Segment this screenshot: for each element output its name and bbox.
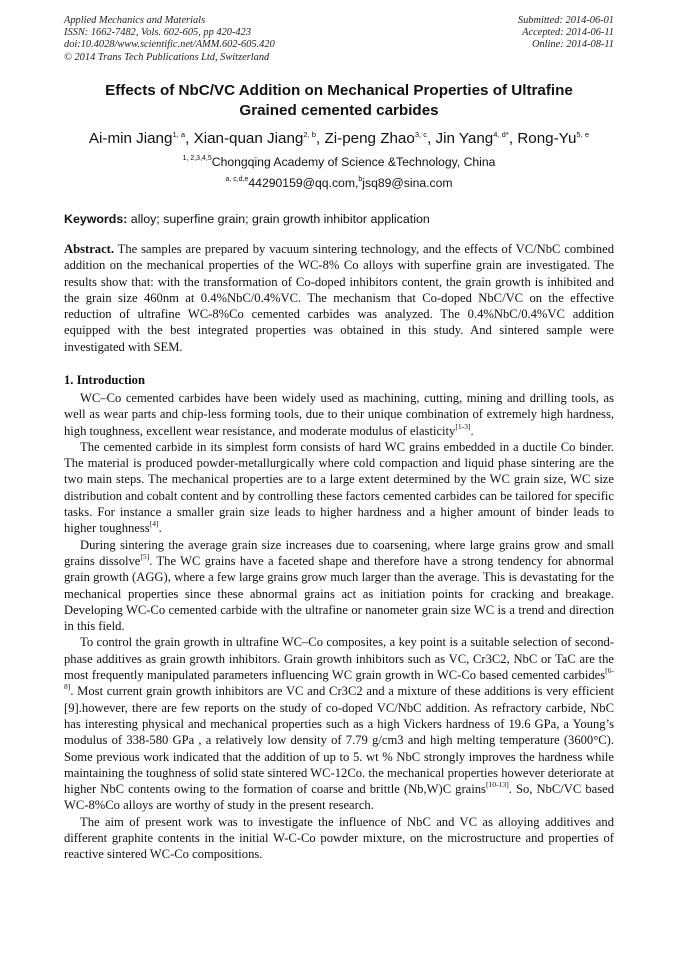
author-name: Rong-Yu: [517, 130, 577, 147]
author-separator: ,: [508, 130, 518, 147]
email-mark: a, c,d,e: [225, 176, 249, 183]
author-affiliation-mark: 4, d*: [493, 130, 509, 139]
affiliation: [64, 155, 614, 170]
citation: [4]: [149, 519, 159, 529]
paper-title-line-1: Effects of NbC/VC Addition on Mechanical Properties of Ultrafine: [105, 82, 573, 99]
paragraph-text: . The WC grains have a faceted shape and therefore have a strong tendency for abnormal grain growth (AGG), where a few large grains grow much larger than the average. This is devastating for the mechanical properties since these abnormal grains act as initiation points for cracking and breakage. Developing WC-Co cemented carbide with the ultrafine or nanometer grain size WC is a trend and direction in this field.: [64, 553, 614, 634]
accepted-date: Accepted: 2014-06-11: [522, 27, 614, 39]
email-address: jsq89@sina.com: [362, 176, 453, 190]
author-separator: ,: [316, 130, 325, 147]
citation: [1-3]: [455, 421, 471, 431]
paper-title: [64, 81, 614, 121]
keywords-label: Keywords:: [64, 212, 128, 226]
paragraph-text: WC–Co cemented carbides have been widely used as machining, cutting, mining and drilling tools, as well as wear parts and chip-less forming tools, due to their unique combination of extremely high hardness, high toughness, excellent wear resistance, and moderate modulus of elasticity: [64, 391, 614, 438]
abstract-label: Abstract.: [64, 242, 115, 256]
paragraph: [64, 634, 614, 813]
submission-dates: [518, 15, 614, 52]
abstract: [64, 241, 614, 355]
paragraph-text: . So, NbC/VC based WC-8%Co alloys are worthy of study in the present research.: [64, 782, 614, 813]
email-mark: b: [358, 176, 363, 183]
section-heading: 1. Introduction: [64, 373, 145, 387]
author-affiliation-mark: 1, a: [172, 130, 186, 139]
author-list: [40, 130, 638, 148]
citation: [6-8]: [64, 666, 614, 692]
citation: [5]: [140, 551, 150, 561]
paragraph: [64, 537, 614, 635]
author-separator: ,: [427, 130, 436, 147]
paragraph: [64, 814, 614, 863]
journal-info: [64, 15, 275, 64]
author-affiliation-mark: 3, c: [414, 130, 428, 139]
paragraph-text: During sintering the average grain size increases due to coarsening, where large grains grow and small grains dissolve: [64, 537, 614, 568]
keywords: [64, 212, 624, 227]
submitted-date: Submitted: 2014-06-01: [517, 15, 614, 26]
author-emails: [64, 176, 614, 191]
author-separator: ,: [185, 130, 194, 147]
journal-copyright: © 2014 Trans Tech Publications Ltd, Switzerland: [64, 51, 270, 63]
citation: [10-13]: [485, 780, 509, 790]
paragraph-text: .: [158, 521, 162, 536]
email-address: 44290159@qq.com,: [248, 176, 359, 190]
affiliation-text: Chongqing Academy of Science &Technology, China: [211, 155, 496, 169]
paragraph: [64, 439, 614, 537]
author-affiliation-mark: 5, e: [576, 130, 590, 139]
journal-issn: ISSN: 1662-7482, Vols. 602-605, pp 420-423: [64, 27, 252, 39]
paragraph-text: . Most current grain growth inhibitors are VC and Cr3C2 and a mixture of these additions is very efficient [9].however, there are few reports on the study of co-doped VC/NbC addition. As refractory carbide, NbC has interesting physical and mechanical properties such as a high Vickers hardness of 19.6 GPa, a Young’s modulus of 338-580 GPa , a relatively low density of 7.79 g/cm3 and high melting temperature (3600°C). Some previous work indicated that the addition of up to 5. wt % NbC strongly improves the hardness while maintaining the toughness of solid state sintered WC-12Co. the mechanical properties however deteriorate at higher NbC contents owing to the formation of coarse and brittle (Nb,W)C grains: [64, 684, 614, 797]
paragraph-text: .: [470, 423, 474, 438]
author-name: Zi-peng Zhao: [324, 130, 415, 147]
paragraph-text: The aim of present work was to investigate the influence of NbC and VC as alloying additives and different graphite contents in the initial W-C-Co powder mixture, on the microstructure and properties of reactive sintered WC-Co compositions.: [64, 814, 614, 862]
journal-name: Applied Mechanics and Materials: [64, 15, 206, 26]
abstract-text: The samples are prepared by vacuum sintering technology, and the effects of VC/NbC combined addition on the mechanical properties of the WC-8% Co alloys with superfine grain are investigated. The results show that: with the transformation of Co-doped inhibitors content, the grain growth is inhibited and the grain size 460nm at 0.4%NbC/0.4%VC. The mechanism that Co-doped NbC/VC on the effective reduction of ultrafine WC-8%Co cemented carbides was analyzed. The 0.4%NbC/0.4%VC addition equipped with the best integrated properties was obtained in this study. And sintered sample were investigated with SEM.: [64, 242, 614, 354]
paragraph-text: To control the grain growth in ultrafine WC–Co composites, a key point is a suitable selection of second-phase additives as grain growth inhibitors. Grain growth inhibitors such as VC, Cr3C2, NbC or TaC are the most frequently manipulated parameters influencing WC grain growth in WC-Co based cemented carbides: [64, 635, 614, 683]
paragraph: [64, 390, 614, 439]
keywords-text: alloy; superfine grain; grain growth inhibitor application: [127, 212, 430, 226]
author-name: Jin Yang: [435, 130, 494, 147]
paragraph-text: The cemented carbide in its simplest form consists of hard WC grains embedded in a ductile Co binder. The material is produced powder-metallurgically where cold compaction and liquid phase sintering are the two main steps. The mechanical properties are to a large extent determined by the WC grain size, WC size distribution and cobalt content and by controlling these factors cemented carbides can be tailored for specific tasks. For instance a smaller grain size leads to higher hardness and a higher amount of binder leads to higher toughness: [64, 439, 614, 536]
author-name: Xian-quan Jiang: [193, 130, 304, 147]
affiliation-mark: 1, 2,3,4,5: [182, 155, 212, 162]
author-name: Ai-min Jiang: [88, 130, 173, 147]
online-date: Online: 2014-08-11: [531, 39, 614, 51]
journal-doi: doi:10.4028/www.scientific.net/AMM.602-605.420: [64, 39, 275, 51]
section-body: [64, 390, 614, 863]
author-affiliation-mark: 2, b: [303, 130, 317, 139]
paper-title-line-2: Grained cemented carbides: [239, 102, 439, 119]
